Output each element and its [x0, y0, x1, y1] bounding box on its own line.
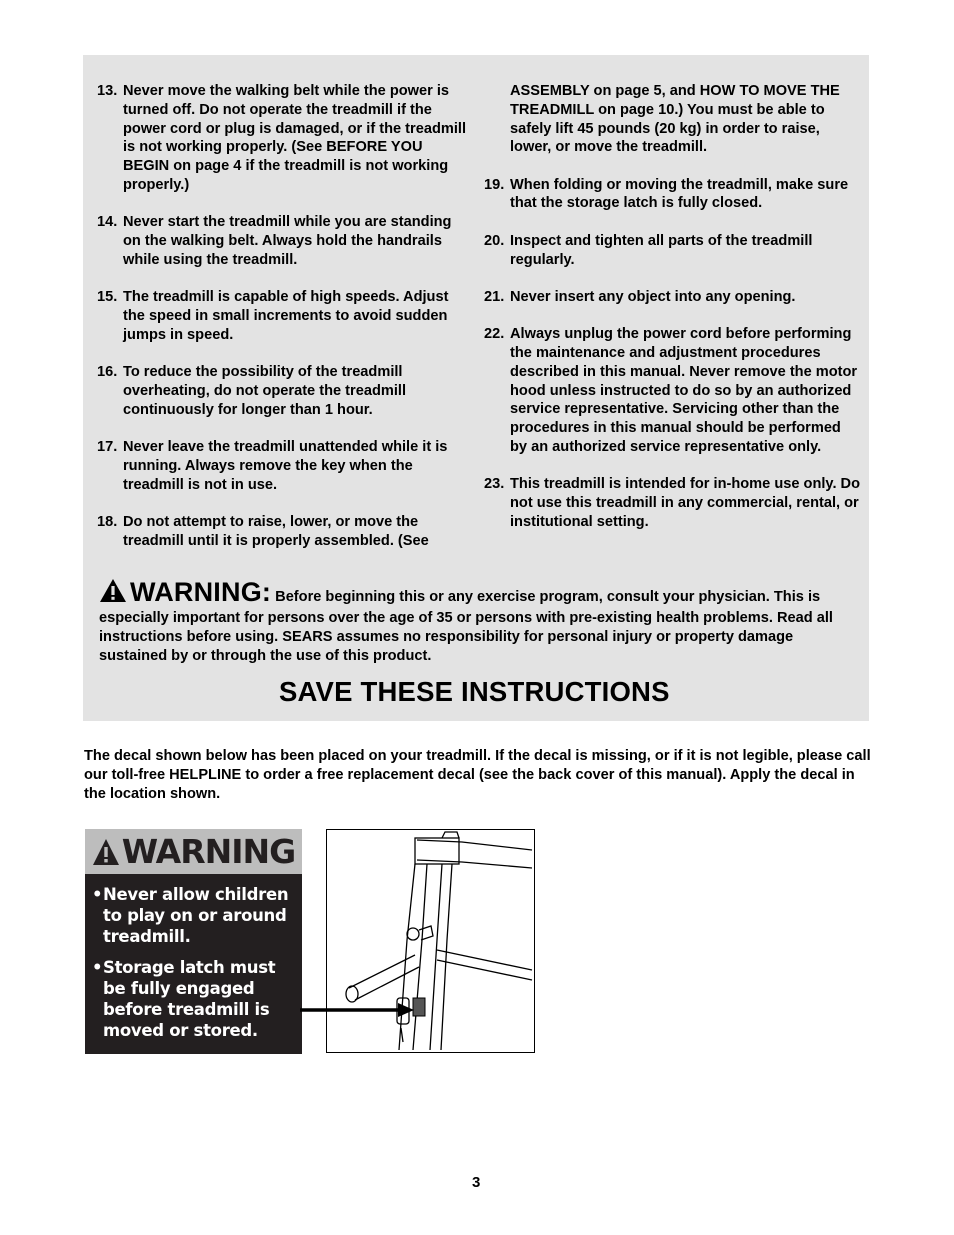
safety-item-number: 16.: [97, 364, 118, 381]
decal-bullet-text: Storage latch must be fully engaged before treadmill is moved or stored.: [103, 958, 276, 1040]
warning-paragraph: [99, 578, 859, 666]
decal-heading-text: WARNING: [121, 832, 296, 871]
safety-item: [484, 82, 860, 157]
safety-item-text: When folding or moving the treadmill, make sure that the storage latch is fully closed.: [510, 176, 849, 212]
safety-item-text: This treadmill is intended for in-home use only. Do not use this treadmill in any commercial, rental, or institutional setting.: [510, 476, 861, 530]
safety-item-text: Always unplug the power cord before performing the maintenance and adjustment procedures described in this manual. Never remove the motor hood unless instructed to do so by an authorized service representative. Servicing other than the procedures in this manual should be performed by an authorized service representative only.: [510, 326, 858, 455]
decal-bullet: [92, 957, 300, 1041]
safety-item: [484, 176, 860, 214]
safety-item-number: 22.: [484, 326, 505, 343]
safety-item-number: 13.: [97, 83, 118, 99]
safety-item-number: 14.: [97, 214, 118, 231]
warning-triangle-icon: [99, 578, 127, 609]
bullet-dot: •: [92, 885, 103, 904]
safety-item-number: 20.: [484, 232, 505, 249]
warning-decal: [85, 829, 302, 1054]
safety-item: [97, 363, 469, 419]
safety-item-text: ASSEMBLY on page 5, and HOW TO MOVE THE TREADMILL on page 10.) You must be able to safely lift 45 pounds (20 kg) in order to raise, lower, or move the treadmill.: [510, 83, 840, 156]
decal-heading: [85, 829, 302, 874]
safety-item: [97, 82, 469, 195]
safety-item-text: Do not attempt to raise, lower, or move the treadmill until it is properly assembled. (See: [123, 513, 429, 549]
safety-item: [484, 325, 860, 457]
safety-item-text: Never insert any object into any opening.: [510, 288, 796, 305]
safety-item-number: 23.: [484, 476, 505, 493]
safety-item-text: Inspect and tighten all parts of the treadmill regularly.: [510, 232, 813, 268]
warning-heading: WARNING:: [130, 577, 272, 607]
bullet-dot: •: [92, 958, 103, 977]
safety-item: [97, 438, 469, 494]
safety-item-number: 18.: [97, 513, 118, 530]
safety-item: [484, 232, 860, 270]
safety-item-number: 21.: [484, 288, 505, 305]
safety-item: [97, 213, 469, 269]
decal-bullet-text: Never allow children to play on or around treadmill.: [103, 885, 289, 946]
safety-item-text: To reduce the possibility of the treadmill overheating, do not operate the treadmill continuously for longer than 1 hour.: [123, 364, 406, 418]
warning-triangle-icon: [92, 838, 120, 866]
safety-item: [97, 513, 469, 551]
safety-item-number: 15.: [97, 289, 118, 306]
safety-item-text: Never start the treadmill while you are standing on the walking belt. Always hold the handrails while using the treadmill.: [123, 214, 452, 268]
decal-intro: The decal shown below has been placed on your treadmill. If the decal is missing, or if it is not legible, please call our toll-free HELPLINE to order a free replacement decal (see the back cover of this manual). Apply the decal in the location shown.: [84, 748, 871, 802]
safety-item-number: 17.: [97, 438, 118, 455]
safety-item: [97, 288, 469, 344]
safety-item-text: The treadmill is capable of high speeds. Adjust the speed in small increments to avoid sudden jumps in speed.: [123, 289, 449, 343]
save-instructions-title: SAVE THESE INSTRUCTIONS: [279, 676, 670, 707]
decal-bullet: [92, 884, 300, 947]
decal-bullets: [92, 884, 300, 1051]
safety-item-number: 19.: [484, 176, 505, 193]
page-number: 3: [472, 1174, 481, 1191]
safety-item: [484, 288, 860, 307]
safety-item-text: Never move the walking belt while the power is turned off. Do not operate the treadmill if the power cord or plug is damaged, or if the treadmill is not working properly. (See BEFORE YOU BEGIN on page 4 if the treadmill is not working properly.): [123, 83, 467, 193]
safety-list-right: [484, 82, 860, 550]
safety-item: [484, 475, 860, 531]
safety-list-left: [97, 82, 469, 569]
warning-text: Before beginning this or any exercise program, consult your physician. This is especially important for persons over the age of 35 or persons with pre-existing health problems. Read all instructions before using. SEARS assumes no responsibility for personal injury or property damage sustained by or through the use of this product.: [99, 589, 833, 664]
safety-item-text: Never leave the treadmill unattended while it is running. Always remove the key when the treadmill is not in use.: [123, 438, 448, 493]
pointer-arrow: [300, 1000, 415, 1020]
